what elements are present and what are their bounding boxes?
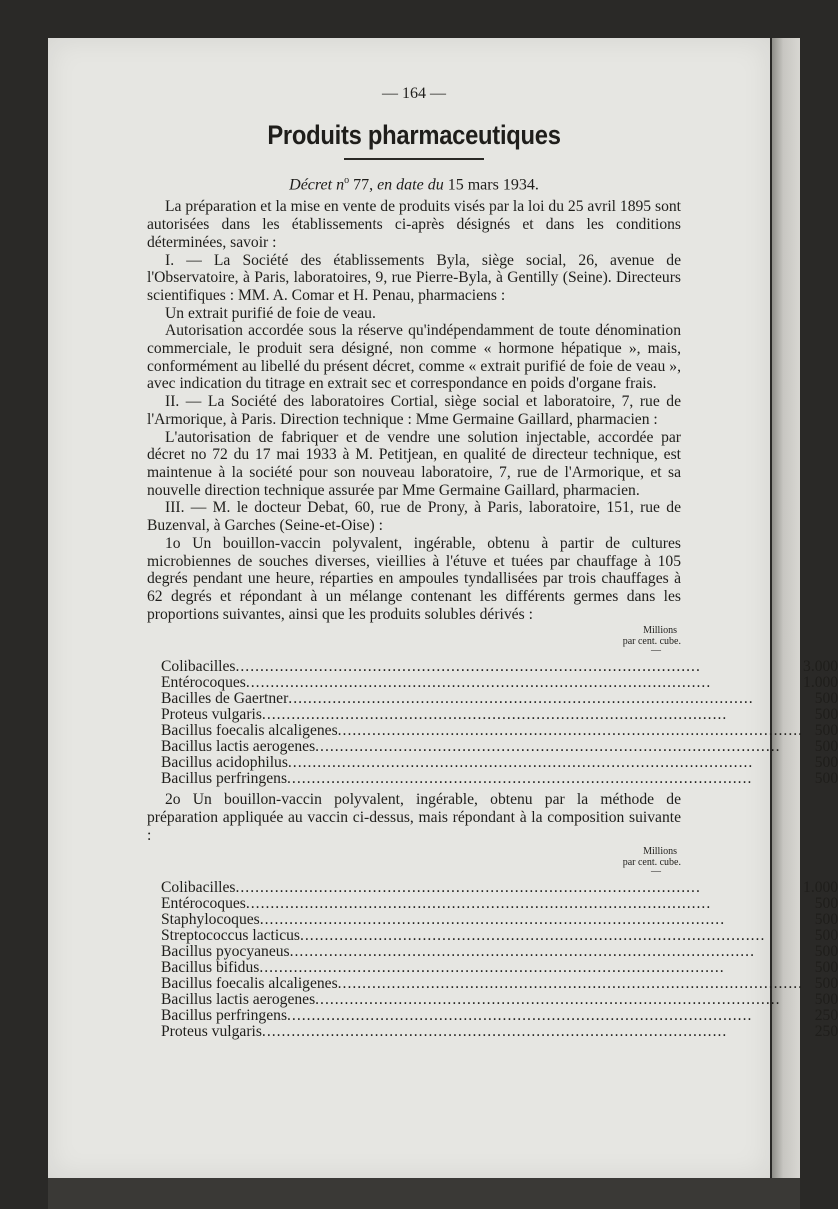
page-bottom-shadow [48, 1178, 800, 1209]
germ-name-cell [161, 944, 803, 960]
leader-dots [246, 896, 803, 912]
paragraph-vaccine-1: 1o Un bouillon-vaccin polyvalent, ingérable, obtenu à partir de cultures microbiennes de souches diverses, vieillies à l'étuve et tuées par chauffage à 105 degrés pendant une heure, réparties en ampoules tyndallisées par trois chauffages à 62 degrés et répondant à un mélange contenant les différents germes dans les proportions suivantes, ainsi que les produits solubles dérivés : [147, 534, 681, 623]
germ-name-cell [161, 723, 803, 739]
table-row [161, 675, 838, 691]
germ-name-cell [161, 880, 803, 896]
table-row [161, 928, 838, 944]
paragraph-cortial: II. — La Société des laboratoires Cortial, siège social et laboratoire, 7, rue de l'Armorique, à Paris. Direction technique : Mme Germaine Gaillard, pharmacien : [147, 393, 681, 428]
leader-dots [246, 675, 803, 691]
germ-count: 250 [814, 1023, 838, 1041]
leader-dots [259, 960, 803, 976]
germ-name: Bacillus foecalis alcaligenes [161, 975, 338, 993]
units-header-1 [147, 625, 681, 655]
page-number: — 164 — [382, 85, 446, 102]
leader-dots [288, 691, 803, 707]
units-millions: Millions [643, 846, 677, 858]
germ-count: 500 [814, 722, 838, 740]
page-title: Produits pharmaceutiques [267, 119, 561, 150]
paragraph-cortial-authorisation: L'autorisation de fabriquer et de vendre une solution injectable, accordée par décret no 72 du 17 mai 1933 à M. Petitjean, en qualité de directeur technique, est maintenue à la société pour son nouveau laboratoire, 7, rue de l'Armorique, et sa nouvelle direction technique assurée par Mme Germaine Gaillard, pharmacien. [147, 428, 681, 499]
germ-name: Proteus vulgaris [161, 1023, 262, 1041]
composition-table-1 [161, 659, 838, 787]
leader-dots [287, 771, 803, 787]
table-row [161, 992, 838, 1008]
germ-name: Entérocoques [161, 674, 246, 692]
units-dash: — [651, 645, 661, 657]
germ-count: 1.000 [803, 879, 838, 897]
decree-number: 77, [349, 176, 378, 194]
paragraph-byla: I. — La Société des établissements Byla, siège social, 26, avenue de l'Observatoire, à Paris, laboratoires, 9, rue Pierre-Byla, à Gentilly (Seine). Directeurs scientifiques : MM. A. Comar et H. Penau, pharmaciens : [147, 251, 681, 304]
germ-name: Bacillus pyocyaneus [161, 943, 290, 961]
germ-count: 500 [814, 911, 838, 929]
paragraph-byla-authorisation: Autorisation accordée sous la réserve qu'indépendamment de toute dénomination commerciale, le produit sera désigné, non comme « hormone hépatique », mais, conformément au libellé du présent décret, comme « extrait purifié de foie de veau », avec indication du titrage en extrait sec et correspondance en poids d'organe frais. [147, 322, 681, 393]
table-row [161, 707, 838, 723]
germ-name-cell [161, 960, 803, 976]
leader-dots [236, 659, 804, 675]
germ-name: Proteus vulgaris [161, 706, 262, 724]
leader-dots [288, 755, 803, 771]
table-row [161, 976, 838, 992]
germ-name-cell [161, 755, 803, 771]
germ-count: 500 [814, 943, 838, 961]
decree-line [147, 172, 681, 194]
decree-date: 15 mars 1934. [443, 176, 539, 194]
germ-count: 500 [814, 895, 838, 913]
germ-name: Bacillus bifidus [161, 959, 260, 977]
paragraph-intro: La préparation et la mise en vente de produits visés par la loi du 25 avril 1895 sont autorisées dans les établissements ci-après désignés et dans les conditions déterminées, savoir : [147, 198, 681, 251]
table-row [161, 739, 838, 755]
table-row [161, 659, 838, 675]
paragraph-byla-product: Un extrait purifié de foie de veau. [165, 304, 376, 322]
germ-count: 500 [814, 754, 838, 772]
decree-label: Décret n [289, 176, 345, 194]
leader-dots [287, 1008, 803, 1024]
table-row [161, 1024, 838, 1040]
table-row [161, 691, 838, 707]
leader-dots [300, 928, 803, 944]
germ-name-cell [161, 928, 803, 944]
germ-count: 500 [814, 959, 838, 977]
germ-name-cell [161, 912, 803, 928]
leader-dots [315, 739, 803, 755]
table-row [161, 912, 838, 928]
germ-name-cell [161, 1008, 803, 1024]
germ-name: Bacillus perfringens [161, 1007, 288, 1025]
germ-name: Colibacilles [161, 879, 236, 897]
germ-name: Bacillus lactis aerogenes [161, 991, 316, 1009]
germ-name: Bacillus acidophilus [161, 754, 288, 772]
germ-name: Bacillus foecalis alcaligenes [161, 722, 338, 740]
leader-dots [260, 912, 803, 928]
decree-date-label: en date du [377, 176, 444, 194]
table-row [161, 880, 838, 896]
document-content [147, 85, 838, 1044]
germ-name: Colibacilles [161, 658, 236, 676]
table-row [161, 1008, 838, 1024]
germ-name: Bacilles de Gaertner [161, 690, 289, 708]
units-per-cc: par cent. cube. [622, 857, 681, 869]
germ-count: 500 [814, 738, 838, 756]
table-row [161, 944, 838, 960]
units-per-cc: par cent. cube. [622, 636, 681, 648]
germ-count: 3.000 [803, 658, 838, 676]
germ-count: 500 [814, 991, 838, 1009]
germ-name-cell [161, 896, 803, 912]
units-dash: — [651, 866, 661, 878]
paragraph-debat: III. — M. le docteur Debat, 60, rue de Prony, à Paris, laboratoire, 151, rue de Buzenval, à Garches (Seine-et-Oise) : [147, 499, 681, 535]
leader-dots [262, 707, 803, 723]
germ-count: 500 [814, 927, 838, 945]
germ-name-cell [161, 707, 803, 723]
leader-dots [290, 944, 803, 960]
germ-count: 500 [814, 706, 838, 724]
germ-name: Bacillus lactis aerogenes [161, 738, 316, 756]
germ-name: Staphylocoques [161, 911, 260, 929]
title-rule [344, 158, 484, 160]
leader-dots [262, 1024, 803, 1040]
germ-name-cell [161, 659, 803, 675]
germ-count: 500 [814, 690, 838, 708]
table-row [161, 896, 838, 912]
leader-dots [236, 880, 804, 896]
germ-count: 1.000 [803, 674, 838, 692]
germ-name-cell [161, 992, 803, 1008]
germ-name-cell [161, 675, 803, 691]
units-millions: Millions [643, 625, 677, 637]
table-row [161, 755, 838, 771]
composition-table-2 [161, 880, 838, 1040]
paragraph-vaccine-2: 2o Un bouillon-vaccin polyvalent, ingérable, obtenu par la méthode de préparation appliquée au vaccin ci-dessus, mais répondant à la composition suivante : [147, 791, 681, 844]
germ-count: 500 [814, 975, 838, 993]
leader-dots [315, 992, 803, 1008]
germ-name: Bacillus perfringens [161, 770, 288, 788]
table-row [161, 723, 838, 739]
germ-count: 500 [814, 770, 838, 788]
germ-name-cell [161, 739, 803, 755]
leader-dots [338, 976, 803, 992]
leader-dots [338, 723, 803, 739]
germ-name-cell [161, 1024, 803, 1040]
table-row [161, 960, 838, 976]
decree-sup: o [344, 175, 350, 187]
germ-count: 250 [814, 1007, 838, 1025]
germ-name: Streptococcus lacticus [161, 927, 300, 945]
germ-name: Entérocoques [161, 895, 246, 913]
units-header-2 [147, 846, 681, 876]
table-row [161, 771, 838, 787]
germ-name-cell [161, 976, 803, 992]
germ-name-cell [161, 771, 803, 787]
germ-name-cell [161, 691, 803, 707]
